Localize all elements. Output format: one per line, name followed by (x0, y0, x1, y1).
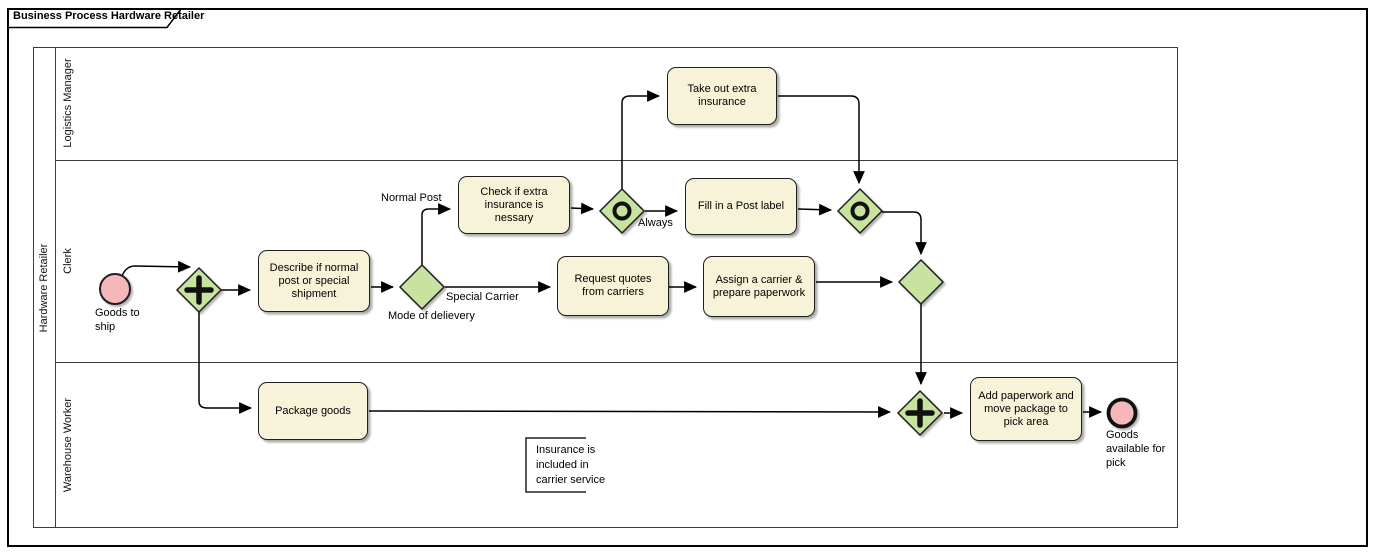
flow-inclusive-merge-to-exclusive-merge[interactable] (882, 212, 921, 254)
exclusive-gateway-merge[interactable] (899, 260, 943, 304)
diagram-title: Business Process Hardware Retailer (13, 10, 205, 22)
start-event-label: Goods to ship (95, 307, 140, 333)
flow-takeout-to-inclusive-merge[interactable] (778, 96, 859, 183)
task-check-extra-insurance[interactable]: Check if extra insurance is nessary (458, 176, 570, 234)
lane-label-clerk[interactable]: Clerk (62, 248, 74, 274)
flow-normal-post-branch[interactable] (422, 209, 450, 265)
pool-label[interactable]: Hardware Retailer (38, 243, 50, 333)
flow-fill-label-to-inclusive-merge[interactable] (798, 209, 831, 210)
edge-label-normal-post: Normal Post (381, 192, 442, 204)
end-event-label: Goods available for pick (1106, 429, 1166, 469)
exclusive-gateway-mode-of-delivery[interactable] (400, 265, 444, 309)
edge-label-special-carrier: Special Carrier (446, 291, 519, 303)
parallel-gateway-join[interactable] (898, 391, 942, 435)
task-add-paperwork-move-package[interactable]: Add paperwork and move package to pick area (970, 377, 1082, 441)
annotation-insurance-note[interactable]: Insurance is included in carrier service (536, 444, 606, 486)
flow-package-goods-to-parallel-join[interactable] (369, 411, 890, 412)
lane-label-warehouse-worker[interactable]: Warehouse Worker (62, 397, 74, 493)
task-assign-carrier[interactable]: Assign a carrier & prepare paperwork (703, 256, 815, 317)
parallel-gateway-split[interactable] (177, 268, 221, 312)
flow-inclusive-split-to-takeout[interactable] (622, 96, 659, 189)
edge-label-always: Always (638, 217, 673, 229)
flow-parallel-split-to-package-goods[interactable] (199, 312, 251, 408)
flow-start-to-parallel-split[interactable] (122, 266, 190, 276)
task-take-out-extra-insurance[interactable]: Take out extra insurance (667, 67, 777, 125)
task-package-goods[interactable]: Package goods (258, 382, 368, 440)
task-fill-post-label[interactable]: Fill in a Post label (685, 178, 797, 235)
lane-label-logistics-manager[interactable]: Logistics Manager (62, 58, 74, 148)
inclusive-gateway-merge[interactable] (838, 189, 882, 233)
flow-check-to-inclusive-split[interactable] (571, 208, 593, 209)
end-event-goods-available[interactable] (1109, 400, 1136, 427)
start-event-goods-to-ship[interactable] (100, 274, 130, 304)
task-request-quotes[interactable]: Request quotes from carriers (557, 256, 669, 316)
gateway-label-mode-of-delivery: Mode of delievery (388, 310, 475, 322)
task-describe-shipment[interactable]: Describe if normal post or special shipment (258, 250, 370, 312)
